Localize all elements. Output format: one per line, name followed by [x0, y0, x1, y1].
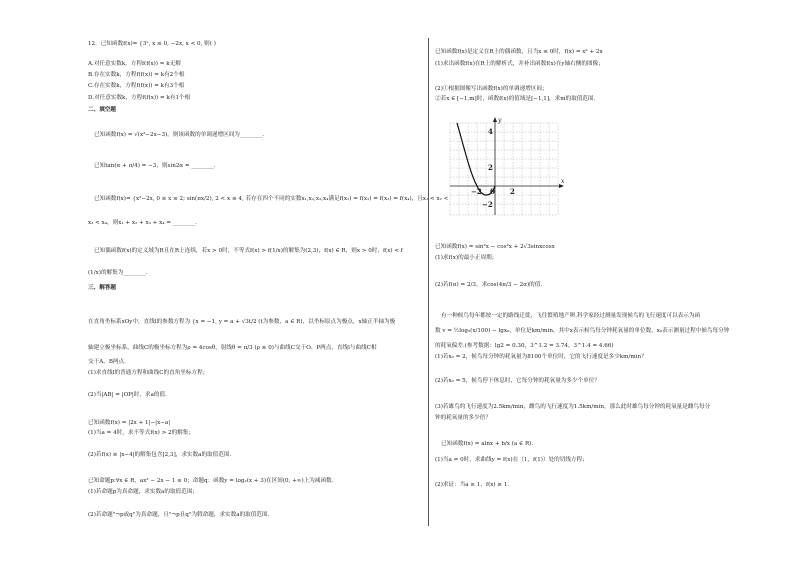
bird-problem-line3: 的耗氧偏差.(参考数据：lg2 = 0.30，3^1.2 = 3.74，3^1.4 = 4.66) — [435, 343, 614, 349]
q12-option-b: B.存在实数k，方程f(f(x)) = k有2个根 — [88, 72, 185, 78]
graph-problem-part2b: ②若x ∈ [−1,m]时，函数f(x)的值域是[−1,1]，求m的取值范围. — [435, 96, 596, 102]
problem-1-line3: 交于A、B两点. — [88, 359, 126, 365]
q12-option-c: C.存在实数k，方程f(f(x)) = k有3个根 — [88, 83, 185, 89]
bird-problem-part3a: (3)若雄鸟的飞行速度为2.5km/min，雌鸟的飞行速度为1.5km/min，那么此时雄鸟每分钟的耗氧量是雌鸟每分 — [435, 404, 711, 410]
problem-1-part1: (1)求直线l的普通方程和曲线C的直角坐标方程； — [88, 370, 209, 376]
x-tick-2: 2 — [510, 187, 515, 196]
log-problem-stem: 已知函数f(x) = alnx + b/x (a ∈ R). — [441, 441, 534, 447]
problem-1-line1: 在直角坐标系xOy中，直线l的参数方程为 {x = −1, y = a + √3t/2 (t为参数，a ∈ R)，以坐标原点为极点，x轴正半轴为极 — [88, 319, 396, 325]
fill-question-4-line1: 已知偶函数f(x)的定义域为R且在R上连续，若x > 0时，不等式f(x) > f(1/x)的解集为(2,3)，f(x) ∈ R，则x > 0时，f(x) < f — [94, 248, 403, 254]
y-axis-label: y — [498, 117, 502, 124]
problem-2-part2: (2)若f(x) ≥ |x−4|的解集包含[2,3]，求实数a的取值范围. — [88, 452, 232, 458]
x-tick-0: 0 — [490, 187, 495, 196]
problem-3-stem: 已知命题p:∀x ∈ R，ax² − 2x − 1 ≤ 0；命题q：函数y = log₂(x + 3)在区间(0, +∞)上为减函数. — [88, 478, 334, 484]
trig-problem-part2: (2)若f(α) = 2/3，求cos(4π/3 − 2α)的值. — [435, 282, 543, 288]
log-problem-part1: (1)当a = 0时，求曲线y = f(x)在（1，f(1)）处的切线方程； — [435, 457, 588, 463]
fill-question-1: 已知函数f(x) = √(x²−2x−3)，则该函数的单调递增区间为________. — [94, 132, 265, 138]
graph-problem-part1: (1)求出函数f(x)在R上的解析式，并补出函数f(x)在y轴右侧的图像； — [435, 61, 604, 67]
graph-problem-stem: 已知函数f(x)是定义在R上的偶函数，且当x ≤ 0时，f(x) = x² + 2x — [435, 49, 603, 55]
section-answer-heading: 三、解答题 — [88, 285, 116, 291]
section-fill-in-heading: 二、填空题 — [88, 107, 116, 113]
y-axis-arrow — [493, 117, 497, 122]
left-column — [88, 0, 449, 562]
right-column — [435, 0, 765, 562]
bird-problem-part1: (1)若x₀ = 2，候鸟每分钟的耗氧量为8100个单位时，它的飞行速度是多少km/min？ — [435, 354, 647, 360]
bird-problem-line1: 有一种候鸟每年都按一定的路线迁徙，飞往繁殖地产卵.科学家经过测量发现候鸟的飞行速度可以表示为函 — [441, 313, 701, 319]
problem-1-part2: (2)当|AB| = |OP|时，求a的值. — [88, 392, 167, 398]
q12-stem: 12．已知函数f(x)= {3ˣ, x ≤ 0, −2x, x < 0, 则( ) — [88, 41, 216, 47]
trig-problem-part1: (1)求f(x)的最小正周期； — [435, 255, 498, 261]
fill-question-3-line2: x₃ < x₄，则x₁ + x₂ + x₃ + x₄ = ________. — [88, 220, 197, 226]
function-graph — [440, 115, 570, 225]
q12-option-a: A.对任意实数k，方程f(f(x)) = k无解 — [88, 61, 181, 67]
problem-3-part2: (2)若命题"¬p或q"为真命题，且"¬p且q"为假命题，求实数a的取值范围. — [88, 512, 270, 518]
y-tick-4: 4 — [488, 127, 493, 136]
graph-problem-part2a: (2)①根据图像写出函数f(x)的单调递增区间； — [435, 86, 548, 92]
x-axis-label: x — [561, 178, 565, 185]
problem-2-stem: 已知函数f(x) = |2x + 1|−|x−a| — [88, 420, 171, 426]
y-tick-2: 2 — [488, 163, 493, 172]
bird-problem-line2: 数 v = ½log₃(x/100) − lgx₀，单位是km/min，其中x表示候鸟每分钟耗氧量的单位数，x₀表示测量过程中候鸟每分钟 — [435, 328, 730, 334]
x-tick-neg2: −2 — [471, 187, 482, 196]
problem-1-line2: 轴建立极坐标系，曲线C的极坐标方程为ρ = 4cosθ，射线θ = π/3 (ρ ≥ 0)与曲线C交于O、P两点，直线l与曲线C相 — [88, 345, 377, 351]
problem-2-part1: (1)当a = 4时，求不等式f(x) > 2的解集； — [88, 430, 194, 436]
graph-grid — [450, 123, 558, 215]
fill-question-3-line1: 已知函数f(x)= {x²−2x, 0 ≤ x ≤ 2; sin(πx/2), 2 < x ≤ 4, 若存在四个不同的实数x₁,x₂,x₃,x₄满足f(x₁) = f(x₂) = f(x₃) = f(x₄)，且x₁ < x₂ < — [94, 196, 449, 202]
fill-question-4-line2: (1/x)的解集为________. — [88, 270, 148, 276]
bird-problem-part3b: 钟的耗氧量的多少倍？ — [435, 415, 491, 421]
bird-problem-part2: (2)若x₀ = 5，候鸟停下休息时，它每分钟的耗氧量为多少个单位？ — [435, 378, 600, 384]
log-problem-part2: (2)求证：当a ≥ 1，f(x) ≥ 1. — [435, 482, 510, 488]
column-divider — [428, 38, 429, 526]
y-tick-neg2: −2 — [482, 200, 493, 209]
problem-3-part1: (1)若命题p为真命题，求实数a的取值范围； — [88, 489, 198, 495]
trig-problem-stem: 已知函数f(x) = sin²x − cos²x + 2√3sinxcosx — [435, 244, 555, 250]
q12-option-d: D.对任意实数k，方程f(f(x)) = k有1个根 — [88, 95, 191, 101]
fill-question-2: 已知tan(α + π/4) = −3，则sin2α = ________. — [94, 163, 216, 169]
